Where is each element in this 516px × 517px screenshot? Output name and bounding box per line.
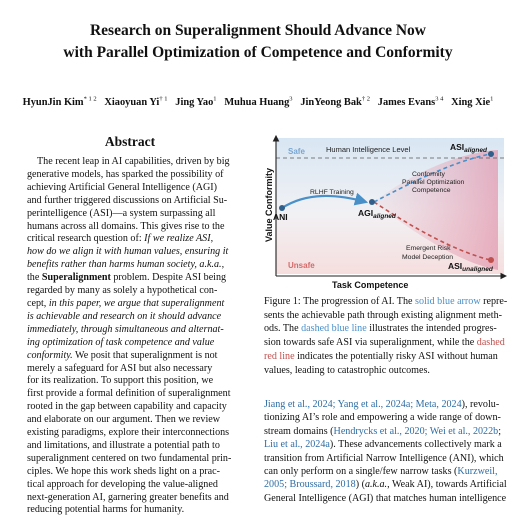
rlhf-label: RLHF Training <box>310 189 354 196</box>
citation-link[interactable]: Liu et al., 2024a <box>264 439 330 451</box>
author: JinYeong Bak$^{\dagger 2}$ <box>300 96 370 109</box>
risk-label: Emergent Risk <box>406 245 451 252</box>
conformity-label: Conformity <box>412 171 445 178</box>
agi-point <box>369 199 375 205</box>
author: Xiaoyuan Yi$^{\dagger 1}$ <box>104 96 168 109</box>
ani-label: ANI <box>273 212 288 222</box>
parallel-opt-label: Parallel Optimization <box>402 179 465 186</box>
safe-label: Safe <box>288 147 305 156</box>
figure-caption: Figure 1: The progression of AI. The solid blue arrow repre- sents the achievable path through existing alignment meth- ods. The dashed blue line illustrates the intended progres- sion towards safe ASI via superalignment, while the dashed red line indicates the potentially risky ASI without human values, leading to catastrophic outcomes. <box>264 296 508 376</box>
abstract-body: The recent leap in AI capabilities, driven by big generative models, has sparked the possibility of achieving Artificial General Intelligence (AGI) and further triggered discussions on Artificial Su- perintelligence (ASI)—a system surpassing all humans across all domains. This gives rise to the critical research question of: If we realize ASI, how do we align it with human values, ensuring it benefits rather than harms human society, a.k.a., the Superalignment problem. Despite ASI being regarded by many as solely a hypothetical con- cept, in this paper, we argue that superalignment is achievable and research on it should advance immediately, through simultaneous and alternat- ing optimization of task competence and value conformity. We posit that superalignment is not merely a safeguard for ASI but also necessary for its realization. To support this position, we first provide a formal definition of superalignment rooted in the gap between capability and capacity and elaborate on our argument. Then we review existing paradigms, explore their interconnections and limitations, and illustrate a potential path to superalignment centered on two fundamental prin- ciples. We hope this work sheds light on a prac- tical approach for developing the value-aligned next-generation AI, garnering greater benefits and reducing potential harms for humanity. <box>27 156 232 516</box>
author-list <box>0 96 516 108</box>
asi-aligned-label: $ASI_{aligned}$ <box>450 142 487 154</box>
author: Xing Xie$^1$ <box>451 96 494 109</box>
unsafe-label: Unsafe <box>288 261 315 270</box>
y-axis-label: Value Conformity <box>264 167 274 242</box>
citation-link[interactable]: 2005; Broussard, 2018 <box>264 479 356 491</box>
x-axis-label: Task Competence <box>332 280 409 290</box>
human-level-label: Human Intelligence Level <box>326 145 411 154</box>
agi-label: $AGI_{aligned}$ <box>358 208 396 220</box>
ani-point <box>279 205 285 211</box>
deception-label: Model Deception <box>402 254 454 261</box>
asi-aligned-point <box>488 151 494 157</box>
author: Jing Yao$^1$ <box>175 96 217 109</box>
author: HyunJin Kim$^{* 1 2}$ <box>22 96 97 109</box>
competence-label: Competence <box>412 187 451 194</box>
title-line-2: with Parallel Optimization of Competence and Conformity <box>63 44 453 61</box>
paper-title <box>0 20 516 64</box>
author: Muhua Huang$^3$ <box>224 96 293 109</box>
citation-link[interactable]: Hendrycks et al., 2020; Wei et al., 2022b <box>333 425 499 437</box>
intro-body: Jiang et al., 2024; Yang et al., 2024a; Meta, 2024), revolu- tionizing AI’s role and empowering a wide range of down- stream domains (Hendrycks et al., 2020; Wei et al., 2022b; Liu et al., 2024a). These advancements collectively mark a transition from Artificial Narrow Intelligence (ANI), which can only perform on a single/few narrow tasks (Kurzweil, 2005; Broussard, 2018) (a.k.a., Weak AI), towards Artificial General Intelligence (AGI) that matches human intelligence <box>264 399 507 504</box>
title-line-1: Research on Superalignment Should Advance Now <box>89 22 427 39</box>
citation-link[interactable]: Jiang et al., 2024; Yang et al., 2024a; Meta, 2024 <box>264 399 462 410</box>
asi-unaligned-point <box>488 257 494 263</box>
citation-link[interactable]: Kurzweil, <box>457 466 498 478</box>
author: James Evans$^{3 4}$ <box>377 96 444 109</box>
progression-figure <box>262 132 508 292</box>
asi-unaligned-label: $ASI_{unaligned}$ <box>448 261 493 273</box>
abstract-heading: Abstract <box>104 134 156 149</box>
